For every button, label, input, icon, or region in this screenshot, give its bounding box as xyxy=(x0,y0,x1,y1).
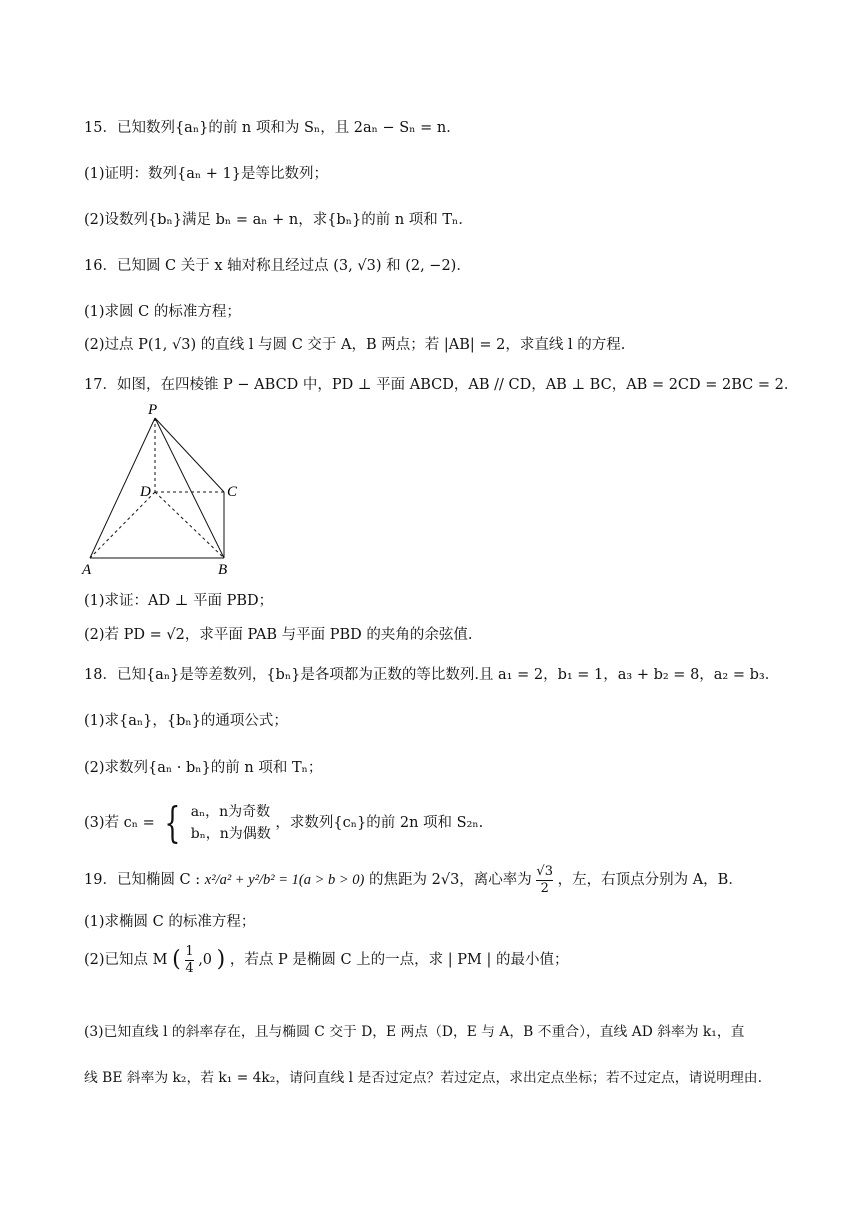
q17-stem: 17．如图，在四棱锥 P − ABCD 中，PD ⊥ 平面 ABCD，AB // CD，AB ⊥ BC，AB = 2CD = 2BC = 2． xyxy=(84,377,799,393)
q18-part1: (1)求{aₙ}，{bₙ}的通项公式； xyxy=(84,713,288,729)
label-b: B xyxy=(218,562,228,578)
pyramid-figure xyxy=(78,398,258,578)
q19-stem-suffix: ，左，右顶点分别为 A，B． xyxy=(557,872,743,888)
q16-stem: 16．已知圆 C 关于 x 轴对称且经过点 (3, √3) 和 (2, −2)． xyxy=(84,258,471,274)
edge-db xyxy=(155,492,224,558)
piecewise-cases xyxy=(191,801,271,845)
q19-part1: (1)求椭圆 C 的标准方程； xyxy=(84,914,256,930)
eccentricity-fraction xyxy=(536,864,553,897)
brace-glyph: { xyxy=(164,798,181,847)
q18-part3 xyxy=(84,800,483,846)
open-paren: ( xyxy=(172,947,181,972)
q15-part1: (1)证明：数列{aₙ + 1}是等比数列； xyxy=(84,166,328,182)
label-c: C xyxy=(227,484,238,500)
q19-stem xyxy=(84,860,743,900)
q19-part2 xyxy=(84,940,568,980)
q19-part2-suffix: ，若点 P 是椭圆 C 上的一点，求 | PM | 的最小值； xyxy=(229,952,569,968)
eccentricity-denominator: 2 xyxy=(536,880,553,897)
edge-pc xyxy=(155,418,224,492)
ellipse-equation: x²/a² + y²/b² = 1(a > b > 0) xyxy=(204,872,365,888)
q18-part3-prefix: (3)若 cₙ = xyxy=(84,815,155,831)
q19-part3-line1: (3)已知直线 l 的斜率存在，且与椭圆 C 交于 D，E 两点（D，E 与 A，B 不重合），直线 AD 斜率为 k₁，直 xyxy=(84,1024,745,1040)
case-odd: aₙ，n为奇数 xyxy=(190,804,271,820)
q19-part3-line2: 线 BE 斜率为 k₂，若 k₁ = 4k₂，请问直线 l 是否过定点？若过定点，求出定点坐标；若不过定点，请说明理由. xyxy=(84,1070,762,1086)
q16-part2: (2)过点 P(1, √3) 的直线 l 与圆 C 交于 A，B 两点；若 |AB| = 2，求直线 l 的方程. xyxy=(84,337,626,353)
q16-part1: (1)求圆 C 的标准方程； xyxy=(84,304,241,320)
q19-stem-prefix: 19．已知椭圆 C : xyxy=(84,872,201,888)
edge-pb xyxy=(155,418,224,558)
edge-da xyxy=(90,492,155,558)
case-even: bₙ，n为偶数 xyxy=(190,826,271,842)
q18-part3-suffix: ，求数列{cₙ}的前 2n 项和 S₂ₙ. xyxy=(275,815,484,831)
q19-part2-prefix: (2)已知点 M xyxy=(84,952,168,968)
m-y-coord: ,0 xyxy=(198,952,213,968)
label-p: P xyxy=(148,402,158,418)
q19-stem-middle: 的焦距为 2√3，离心率为 xyxy=(369,872,532,888)
label-a: A xyxy=(82,562,92,578)
q17-part1: (1)求证：AD ⊥ 平面 PBD； xyxy=(84,593,274,609)
q15-part2: (2)设数列{bₙ}满足 bₙ = aₙ + n，求{bₙ}的前 n 项和 Tₙ． xyxy=(84,212,473,228)
eccentricity-numerator: √3 xyxy=(536,863,553,879)
m-x-numerator: 1 xyxy=(185,943,194,959)
q17-part2: (2)若 PD = √2，求平面 PAB 与平面 PBD 的夹角的余弦值. xyxy=(84,627,473,643)
q18-part2: (2)求数列{aₙ · bₙ}的前 n 项和 Tₙ； xyxy=(84,760,323,776)
q18-stem: 18．已知{aₙ}是等差数列，{bₙ}是各项都为正数的等比数列.且 a₁ = 2，b₁ = 1，a₃ + b₂ = 8，a₂ = b₃． xyxy=(84,667,780,683)
m-x-denominator: 4 xyxy=(185,960,194,976)
q15-stem: 15．已知数列{aₙ}的前 n 项和为 Sₙ，且 2aₙ − Sₙ = n． xyxy=(84,120,461,136)
label-d: D xyxy=(140,484,151,500)
m-x-fraction xyxy=(185,944,193,977)
close-paren: ) xyxy=(216,947,226,972)
